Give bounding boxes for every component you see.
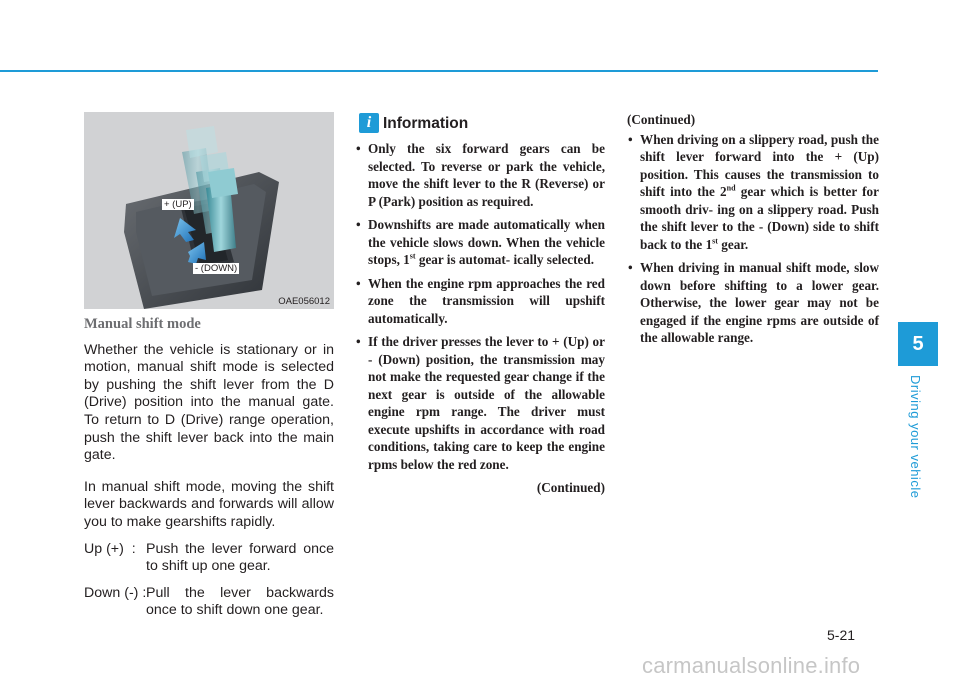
info-icon: i [359,113,379,133]
figure-code: OAE056012 [278,296,330,307]
information-title: Information [383,115,469,132]
shift-lever-figure [84,112,334,309]
chapter-title: Driving your vehicle [908,375,923,499]
shift-lever-illustration [84,112,334,309]
page-number: 5-21 [827,627,856,643]
down-callout: - (DOWN) [195,263,238,274]
up-description: Push the lever forward once to shift up one gear. [146,540,334,575]
info-bullet: • When driving on a slippery road, push the shift lever forward into the + (Up) position. This causes the transmission to shift into the 2nd gear which is better for smooth driv- ing on a slippery road. Push the shift lever to the - (Down) side to shift back to the 1st gear. [627,131,879,254]
manual-shift-paragraph-1: Whether the vehicle is stationary or in motion, manual shift mode is selected by pushing the shift lever from the D (Drive) position into the manual gate. To return to D (Drive) range operation, push the shift lever back into the main gate. [84,341,334,464]
information-column-1 [355,140,605,497]
info-bullet: • If the driver presses the lever to + (Up) or - (Down) position, the transmission may not make the requested gear change if the next gear is outside of the allowable engine rpm range. The driver must execute upshifts in accordance with road conditions, taking care to keep the engine rpms below the red zone. [355,333,605,473]
chapter-tab[interactable]: 5 [898,322,938,366]
down-term: Down (-) : [84,584,147,601]
info-bullet: • Only the six forward gears can be selected. To reverse or park the vehicle, move the shift lever to the R (Reverse) or P (Park) position as required. [355,140,605,210]
info-bullet: • When the engine rpm approaches the red zone the transmission will upshift automatically. [355,275,605,328]
manual-shift-paragraph-2: In manual shift mode, moving the shift lever backwards and forwards will allow you to make gearshifts rapidly. [84,478,334,530]
up-definition [84,541,334,576]
down-definition [84,585,334,620]
header-rule [0,70,878,72]
info-bullet: • When driving in manual shift mode, slow down before shifting to a lower gear. Otherwise, the lower gear may not be engaged if the engine rpms are outside of the allowable range. [627,259,879,347]
section-title: Manual shift mode [84,316,201,332]
continued-label: (Continued) [627,112,696,127]
information-header [359,113,468,133]
continued-label: (Continued) [536,480,605,495]
info-bullet: • Downshifts are made automatically when the vehicle slows down. When the vehicle stops, 1st gear is automat- ically selected. [355,216,605,269]
information-column-2 [627,111,879,353]
down-description: Pull the lever backwards once to shift down one gear. [146,584,334,619]
manual-shift-section [84,316,334,620]
watermark: carmanualsonline.info [642,653,861,678]
up-callout: + (UP) [164,199,192,210]
up-term: Up (+) : [84,540,136,557]
